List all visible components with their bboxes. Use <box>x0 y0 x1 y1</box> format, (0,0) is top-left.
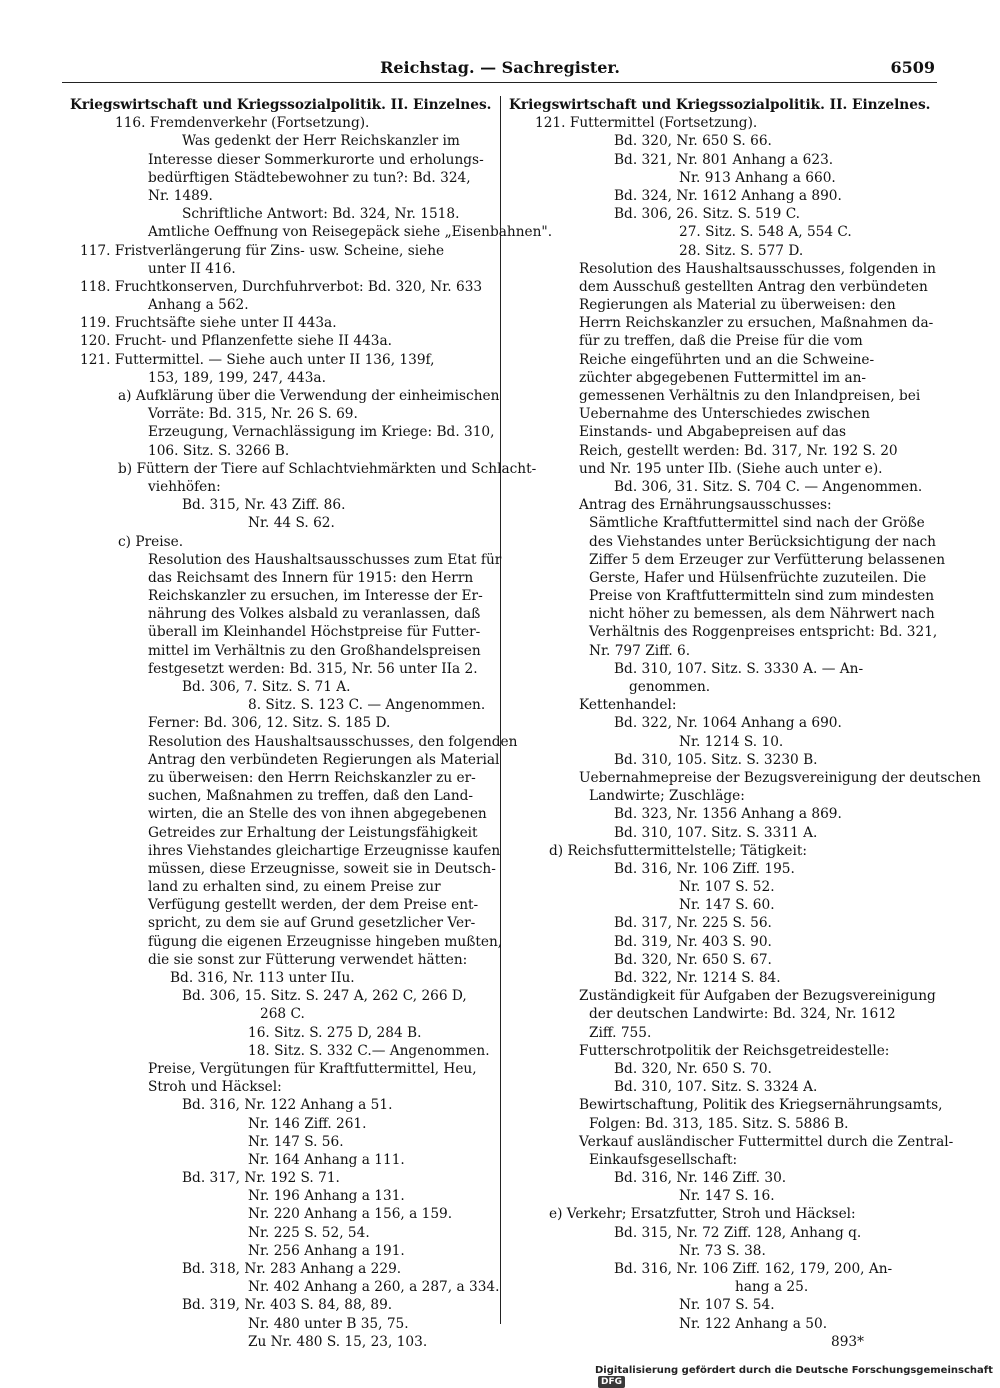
index-line: Bd. 310, 107. Sitz. S. 3311 A. <box>614 824 818 841</box>
index-line: 27. Sitz. S. 548 A, 554 C. <box>679 224 852 241</box>
index-line: 893* <box>831 1333 864 1350</box>
index-line: Nr. 196 Anhang a 131. <box>248 1188 405 1205</box>
index-line: Resolution des Haushaltsausschusses, folgenden in <box>579 260 936 277</box>
index-line: züchter abgegebenen Futtermittel im an- <box>579 369 867 386</box>
index-line: Preise von Kraftfuttermitteln sind zum mindesten <box>589 588 935 605</box>
index-line: Bd. 317, Nr. 192 S. 71. <box>182 1170 340 1187</box>
index-line: Schriftliche Antwort: Bd. 324, Nr. 1518. <box>182 206 460 223</box>
index-line: Zu Nr. 480 S. 15, 23, 103. <box>248 1333 428 1350</box>
index-line: Bd. 317, Nr. 225 S. 56. <box>614 915 772 932</box>
credit-text: Digitalisierung gefördert durch die Deutsche Forschungsgemeinschaft <box>595 1365 993 1376</box>
index-line: 117. Fristverlängerung für Zins- usw. Scheine, siehe <box>80 242 445 259</box>
index-line: Bd. 306, 26. Sitz. S. 519 C. <box>614 206 801 223</box>
index-line: Bd. 321, Nr. 801 Anhang a 623. <box>614 151 834 168</box>
index-line: c) Preise. <box>118 533 184 550</box>
index-line: 28. Sitz. S. 577 D. <box>679 242 804 259</box>
index-line: die sie sonst zur Fütterung verwendet hätten: <box>148 951 468 968</box>
index-line: Sämtliche Kraftfuttermittel sind nach der Größe <box>589 515 925 532</box>
index-line: bedürftigen Städtebewohner zu tun?: Bd. 324, <box>148 169 471 186</box>
index-line: Bd. 323, Nr. 1356 Anhang a 869. <box>614 806 842 823</box>
index-line: Bd. 318, Nr. 283 Anhang a 229. <box>182 1261 402 1277</box>
index-line: festgesetzt werden: Bd. 315, Nr. 56 unter IIa 2. <box>148 660 478 677</box>
index-line: Bd. 315, Nr. 72 Ziff. 128, Anhang q. <box>614 1224 862 1241</box>
index-line: für zu treffen, daß die Preise für die vom <box>579 333 863 350</box>
index-line: Vorräte: Bd. 315, Nr. 26 S. 69. <box>148 406 358 423</box>
index-line: Gerste, Hafer und Hülsenfrüchte zuzuteilen. Die <box>589 569 927 586</box>
index-line: gemessenen Verhältnis zu den Inlandpreisen, bei <box>579 388 921 404</box>
index-line: Erzeugung, Vernachlässigung im Kriege: Bd. 310, <box>148 424 495 441</box>
index-line: viehhöfen: <box>148 478 221 495</box>
index-line: Nr. 146 Ziff. 261. <box>248 1115 367 1132</box>
index-line: Bd. 320, Nr. 650 S. 67. <box>614 951 772 968</box>
digitization-credit <box>595 1365 995 1388</box>
index-line: Nr. 402 Anhang a 260, a 287, a 334. <box>248 1279 500 1296</box>
index-line: Herrn Reichskanzler zu ersuchen, Maßnahmen da- <box>579 315 934 332</box>
left-column <box>70 96 553 1351</box>
index-line: Kriegswirtschaft und Kriegssozialpolitik. II. Einzelnes. <box>509 97 931 113</box>
index-line: Nr. 1214 S. 10. <box>679 733 784 750</box>
index-line: Bd. 324, Nr. 1612 Anhang a 890. <box>614 187 842 204</box>
index-line: Bd. 316, Nr. 106 Ziff. 195. <box>614 860 795 877</box>
index-line: Bd. 316, Nr. 122 Anhang a 51. <box>182 1097 393 1114</box>
index-line: fügung die eigenen Erzeugnisse hingeben mußten, <box>148 933 503 950</box>
page-number: 6509 <box>890 58 935 77</box>
index-line: Nr. 147 S. 60. <box>679 897 775 914</box>
index-line: Kettenhandel: <box>579 697 677 714</box>
index-line: Bd. 315, Nr. 43 Ziff. 86. <box>182 497 346 514</box>
index-line: suchen, Maßnahmen zu treffen, daß den Land- <box>148 788 474 805</box>
index-line: Bd. 310, 107. Sitz. S. 3324 A. <box>614 1079 818 1096</box>
index-line: 268 C. <box>260 1006 305 1023</box>
index-line: Einkaufsgesellschaft: <box>589 1151 738 1168</box>
index-line: Stroh und Häcksel: <box>148 1079 282 1096</box>
index-line: Zuständigkeit für Aufgaben der Bezugsvereinigung <box>579 988 936 1005</box>
index-line: Bd. 306, 31. Sitz. S. 704 C. — Angenommen. <box>614 478 923 495</box>
index-line: Nr. 164 Anhang a 111. <box>248 1151 405 1168</box>
index-line: land zu erhalten sind, zu einem Preise zur <box>148 879 441 896</box>
index-line: Bd. 322, Nr. 1214 S. 84. <box>614 970 781 986</box>
column-divider <box>500 96 501 1324</box>
index-line: Bd. 316, Nr. 106 Ziff. 162, 179, 200, An- <box>614 1261 893 1277</box>
index-line: Reichskanzler zu ersuchen, im Interesse der Er- <box>148 588 483 605</box>
index-line: Bd. 316, Nr. 113 unter IIu. <box>170 970 355 986</box>
index-line: Nr. 147 S. 16. <box>679 1188 775 1205</box>
index-line: Ziff. 755. <box>589 1024 652 1041</box>
index-line: Nr. 1489. <box>148 187 213 204</box>
index-line: 16. Sitz. S. 275 D, 284 B. <box>248 1024 422 1041</box>
index-line: Ziffer 5 dem Erzeuger zur Verfütterung belassenen <box>589 551 946 568</box>
index-line: Preise, Vergütungen für Kraftfuttermittel, Heu, <box>148 1060 477 1077</box>
index-line: Nr. 797 Ziff. 6. <box>589 642 691 659</box>
index-line: Nr. 73 S. 38. <box>679 1242 766 1259</box>
index-line: spricht, zu dem sie auf Grund gesetzlicher Ver- <box>148 915 476 932</box>
index-line: Bd. 316, Nr. 146 Ziff. 30. <box>614 1170 787 1187</box>
index-line: b) Füttern der Tiere auf Schlachtviehmärkten und Schlacht- <box>118 460 537 477</box>
index-line: mittel im Verhältnis zu den Großhandelspreisen <box>148 642 481 659</box>
index-line: Verkauf ausländischer Futtermittel durch die Zentral- <box>579 1133 954 1150</box>
index-line: a) Aufklärung über die Verwendung der einheimischen <box>118 388 500 404</box>
index-line: Bd. 320, Nr. 650 S. 66. <box>614 133 772 150</box>
index-line: Resolution des Haushaltsausschusses zum Etat für <box>148 551 502 568</box>
index-line: 153, 189, 199, 247, 443a. <box>148 369 326 386</box>
index-line: zu überweisen: den Herrn Reichskanzler zu er- <box>148 769 476 786</box>
index-line: überall im Kleinhandel Höchstpreise für Futter- <box>148 624 481 641</box>
index-line: Anhang a 562. <box>148 297 249 314</box>
index-line: Nr. 480 unter B 35, 75. <box>248 1315 409 1332</box>
index-line: Futterschrotpolitik der Reichsgetreidestelle: <box>579 1042 890 1059</box>
index-line: Verfügung gestellt werden, der dem Preise ent- <box>148 897 479 914</box>
index-line: dem Ausschuß gestellten Antrag den verbündeten <box>579 278 928 295</box>
dfg-logo: DFG <box>598 1376 625 1388</box>
page-header <box>65 58 935 80</box>
index-line: des Viehstandes unter Berücksichtigung der nach <box>589 533 936 550</box>
index-line: e) Verkehr; Ersatzfutter, Stroh und Häcksel: <box>549 1206 856 1223</box>
index-line: Bd. 319, Nr. 403 S. 84, 88, 89. <box>182 1297 393 1314</box>
index-line: Reich, gestellt werden: Bd. 317, Nr. 192 S. 20 <box>579 442 898 459</box>
header-rule <box>62 82 937 83</box>
index-line: Reiche eingeführten und an die Schweine- <box>579 351 875 368</box>
index-line: Ferner: Bd. 306, 12. Sitz. S. 185 D. <box>148 715 391 732</box>
index-line: Nr. 107 S. 54. <box>679 1297 775 1314</box>
running-title: Reichstag. — Sachregister. <box>380 58 620 77</box>
index-line: Antrag den verbündeten Regierungen als Material <box>148 751 500 768</box>
index-line: 120. Frucht- und Pflanzenfette siehe II 443a. <box>80 333 393 350</box>
index-line: Uebernahme des Unterschiedes zwischen <box>579 406 870 423</box>
index-line: 18. Sitz. S. 332 C.— Angenommen. <box>248 1042 490 1059</box>
index-line: Nr. 122 Anhang a 50. <box>679 1315 828 1332</box>
index-line: d) Reichsfuttermittelstelle; Tätigkeit: <box>549 842 807 859</box>
index-line: Amtliche Oeffnung von Reisegepäck siehe „Eisenbahnen". <box>148 224 553 241</box>
index-line: 121. Futtermittel. — Siehe auch unter II 136, 139f, <box>80 351 435 368</box>
index-line: das Reichsamt des Innern für 1915: den Herrn <box>148 569 474 586</box>
index-line: Was gedenkt der Herr Reichskanzler im <box>182 133 460 150</box>
index-line: genommen. <box>629 679 711 695</box>
index-line: der deutschen Landwirte: Bd. 324, Nr. 1612 <box>589 1006 896 1023</box>
index-line: Kriegswirtschaft und Kriegssozialpolitik. II. Einzelnes. <box>70 97 492 113</box>
index-line: Getreides zur Erhaltung der Leistungsfähigkeit <box>148 824 478 841</box>
index-line: Bewirtschaftung, Politik des Kriegsernährungsamts, <box>579 1097 943 1114</box>
index-line: Bd. 322, Nr. 1064 Anhang a 690. <box>614 715 842 732</box>
index-line: 116. Fremdenverkehr (Fortsetzung). <box>115 115 370 132</box>
index-line: 8. Sitz. S. 123 C. — Angenommen. <box>248 697 486 714</box>
index-line: Folgen: Bd. 313, 185. Sitz. S. 5886 B. <box>589 1115 849 1132</box>
index-line: Bd. 310, 107. Sitz. S. 3330 A. — An- <box>614 660 864 677</box>
index-line: ihres Viehstandes gleichartige Erzeugnisse kaufen <box>148 842 501 859</box>
index-line: Bd. 306, 7. Sitz. S. 71 A. <box>182 679 351 695</box>
index-line: hang a 25. <box>735 1279 809 1296</box>
index-line: 119. Fruchtsäfte siehe unter II 443a. <box>80 315 337 332</box>
index-line: Nr. 44 S. 62. <box>248 515 335 532</box>
index-line: Interesse dieser Sommerkurorte und erholungs- <box>148 151 484 168</box>
index-line: und Nr. 195 unter IIb. (Siehe auch unter e). <box>579 460 883 477</box>
index-line: Nr. 107 S. 52. <box>679 879 775 896</box>
index-line: Landwirte; Zuschläge: <box>589 788 745 805</box>
index-line: Bd. 306, 15. Sitz. S. 247 A, 262 C, 266 D, <box>182 988 467 1005</box>
index-line: Bd. 320, Nr. 650 S. 70. <box>614 1060 772 1077</box>
index-line: 106. Sitz. S. 3266 B. <box>148 442 290 459</box>
index-line: Nr. 220 Anhang a 156, a 159. <box>248 1206 453 1223</box>
index-line: 121. Futtermittel (Fortsetzung). <box>535 115 758 132</box>
index-line: Nr. 225 S. 52, 54. <box>248 1224 370 1241</box>
index-line: 118. Fruchtkonserven, Durchfuhrverbot: Bd. 320, Nr. 633 <box>80 278 483 295</box>
index-line: nicht höher zu bemessen, als dem Nährwert nach <box>589 606 935 623</box>
index-line: Resolution des Haushaltsausschusses, den folgenden <box>148 733 518 750</box>
index-line: Verhältnis des Roggenpreises entspricht: Bd. 321, <box>589 624 938 641</box>
index-line: Regierungen als Material zu überweisen: den <box>579 297 896 314</box>
index-line: wirten, die an Stelle des von ihnen abgegebenen <box>148 806 487 823</box>
index-line: unter II 416. <box>148 260 236 277</box>
index-line: Uebernahmepreise der Bezugsvereinigung der deutschen <box>579 769 981 786</box>
index-line: Bd. 319, Nr. 403 S. 90. <box>614 933 772 950</box>
index-line: müssen, diese Erzeugnisse, soweit sie in Deutsch- <box>148 860 496 877</box>
index-line: nährung des Volkes alsbald zu veranlassen, daß <box>148 606 481 623</box>
index-line: Bd. 310, 105. Sitz. S. 3230 B. <box>614 751 818 768</box>
index-line: Einstands- und Abgabepreisen auf das <box>579 424 847 441</box>
index-line: Antrag des Ernährungsausschusses: <box>579 497 832 514</box>
right-column <box>509 96 981 1351</box>
index-line: Nr. 147 S. 56. <box>248 1133 344 1150</box>
index-line: Nr. 913 Anhang a 660. <box>679 169 836 186</box>
index-line: Nr. 256 Anhang a 191. <box>248 1242 405 1259</box>
